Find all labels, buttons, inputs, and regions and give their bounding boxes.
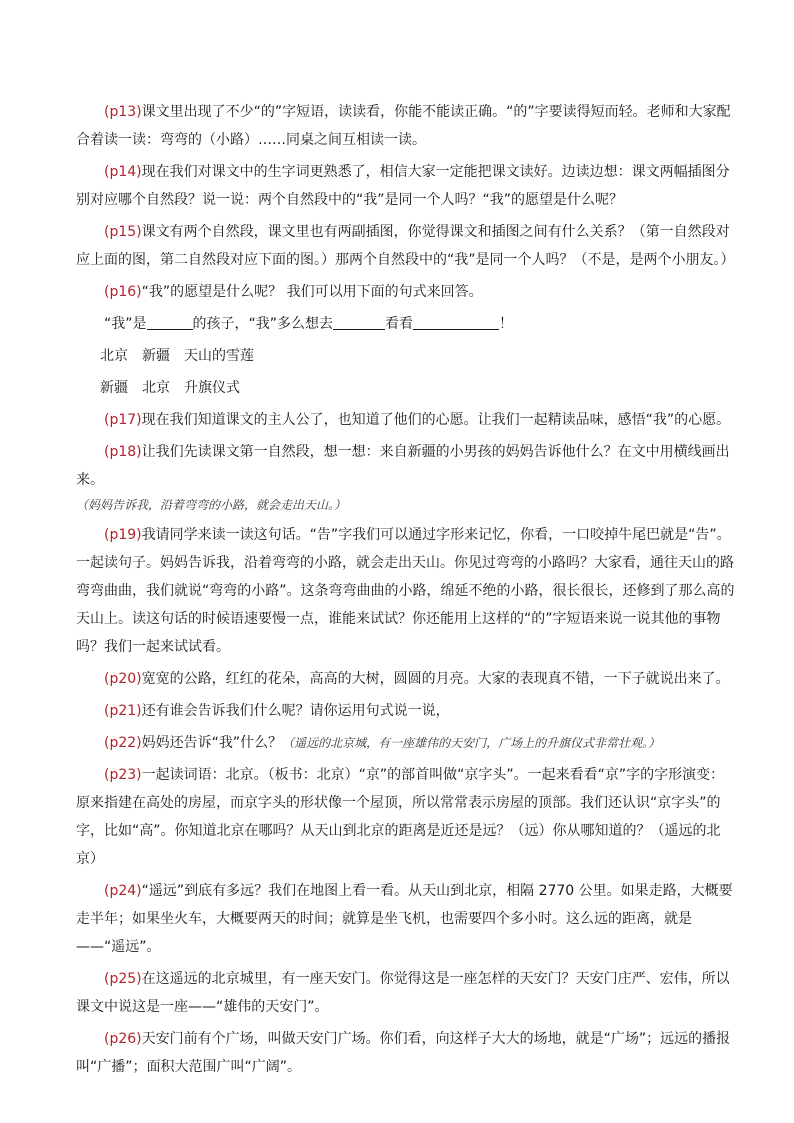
paragraph-text: 课文有两个自然段，课文里也有两副插图，你觉得课文和插图之间有什么关系？（第一自然段对应上面的图，第二自然段对应下面的图。）那两个自然段中的“我”是同一个人吗？（不是，是两个小朋友。） [76,224,735,268]
sentence-pattern [76,310,736,338]
paragraph-label: (p25) [104,971,142,987]
paragraph-text: 我请同学来读一读这句话。“告”字我们可以通过字形来记忆，你看，一口咬掉牛尾巴就是“告”。一起读句子。妈妈告诉我，沿着弯弯的小路，就会走出天山。你见过弯弯的小路吗？大家看，通往天山的路弯弯曲曲，我们就说“弯弯的小路”。这条弯弯曲曲的小路，绵延不绝的小路，很长很长，还修到了那么高的天山上。读这句话的时候语速要慢一点，谁能来试试？你还能用上这样的“的”字短语来说一说其他的事物吗？我们一起来试试看。 [76,527,735,655]
fill-blank [333,311,385,330]
answer-note-text: （遥远的北京城，有一座雄伟的天安门，广场上的升旗仪式非常壮观。） [282,736,661,750]
paragraph-p19 [76,521,736,661]
fill-blank [413,311,499,330]
paragraph-p15 [76,218,736,274]
word: 升旗仪式 [184,380,240,396]
paragraph-label: (p13) [104,104,142,120]
paragraph-label: (p17) [104,412,142,428]
paragraph-p22 [76,729,736,757]
paragraph-p24 [76,877,736,961]
paragraph-p13 [76,98,736,154]
fill-blank [147,311,193,330]
word-row [76,342,736,370]
pattern-text: 的孩子，“我”多么想去 [192,316,334,332]
paragraph-label: (p26) [104,1031,142,1047]
paragraph-p21 [76,697,736,725]
paragraph-text: 还有谁会告诉我们什么呢？请你运用句式说一说， [141,703,450,719]
paragraph-label: (p18) [104,444,142,460]
paragraph-text: “我”的愿望是什么呢？ 我们可以用下面的句式来回答。 [141,284,483,300]
paragraph-text: 一起读词语：北京。（板书：北京）“京”的部首叫做“京字头”。一起来看看“京”字的字形演变：原来指建在高处的房屋，而京字头的形状像一个屋顶，所以常常表示房屋的顶部。我们还认识“京字头”的字，比如“高”。你知道北京在哪吗？从天山到北京的距离是近还是远？（远）你从哪知道的？（遥远的北京） [76,767,725,867]
paragraph-label: (p14) [104,164,142,180]
word: 北京 [142,380,170,396]
word: 新疆 [142,348,170,364]
paragraph-label: (p23) [104,767,142,783]
paragraph-p17 [76,406,736,434]
word: 天山的雪莲 [184,348,254,364]
paragraph-p14 [76,158,736,214]
paragraph-text: 妈妈还告诉“我”什么？ [141,735,283,751]
paragraph-label: (p24) [104,883,142,899]
paragraph-label: (p16) [104,284,142,300]
paragraph-label: (p20) [104,671,142,687]
answer-note [76,492,736,517]
paragraph-text: 天安门前有个广场，叫做天安门广场。你们看，向这样子大大的场地，就是“广场”；远远的播报叫“广播”；面积大范围广叫“广阔”。 [76,1031,731,1075]
paragraph-label: (p21) [104,703,142,719]
paragraph-label: (p15) [104,224,142,240]
paragraph-text: 在这遥远的北京城里，有一座天安门。你觉得这是一座怎样的天安门？天安门庄严、宏伟，所以课文中说这是一座——“雄伟的天安门”。 [76,971,730,1015]
paragraph-text: 宽宽的公路，红红的花朵，高高的大树，圆圆的月亮。大家的表现真不错，一下子就说出来了。 [141,671,730,687]
paragraph-label: (p19) [104,527,142,543]
word: 新疆 [100,380,128,396]
word-row [76,374,736,402]
paragraph-p16 [76,278,736,306]
paragraph-p23 [76,761,736,873]
paragraph-text: “遥远”到底有多远？我们在地图上看一看。从天山到北京，相隔 2770 公里。如果走路，大概要走半年；如果坐火车，大概要两天的时间；就算是坐飞机，也需要四个多小时。这么远的距离，就是——“遥远”。 [76,883,733,955]
answer-note-text: （妈妈告诉我，沿着弯弯的小路，就会走出天山。） [76,498,347,512]
paragraph-text: 现在我们对课文中的生字词更熟悉了，相信大家一定能把课文读好。边读边想：课文两幅插图分别对应哪个自然段？说一说：两个自然段中的“我”是同一个人吗？“我”的愿望是什么呢？ [76,164,730,208]
pattern-text: 看看 [385,316,414,332]
paragraph-p20 [76,665,736,693]
paragraph-p26 [76,1025,736,1081]
paragraph-text: 让我们先读课文第一自然段，想一想：来自新疆的小男孩的妈妈告诉他什么？在文中用横线画出来。 [76,444,730,488]
word: 北京 [100,348,128,364]
paragraph-p18 [76,438,736,494]
pattern-text: “我”是 [104,316,147,332]
pattern-text: ！ [499,316,514,332]
document-body [76,98,736,1085]
paragraph-text: 现在我们知道课文的主人公了，也知道了他们的心愿。让我们一起精读品味，感悟“我”的心愿。 [141,412,731,428]
paragraph-text: 课文里出现了不少“的”字短语，读读看，你能不能读正确。“的”字要读得短而轻。老师和大家配合着读一读：弯弯的（小路）……同桌之间互相读一读。 [76,104,731,148]
paragraph-p25 [76,965,736,1021]
paragraph-label: (p22) [104,735,142,751]
